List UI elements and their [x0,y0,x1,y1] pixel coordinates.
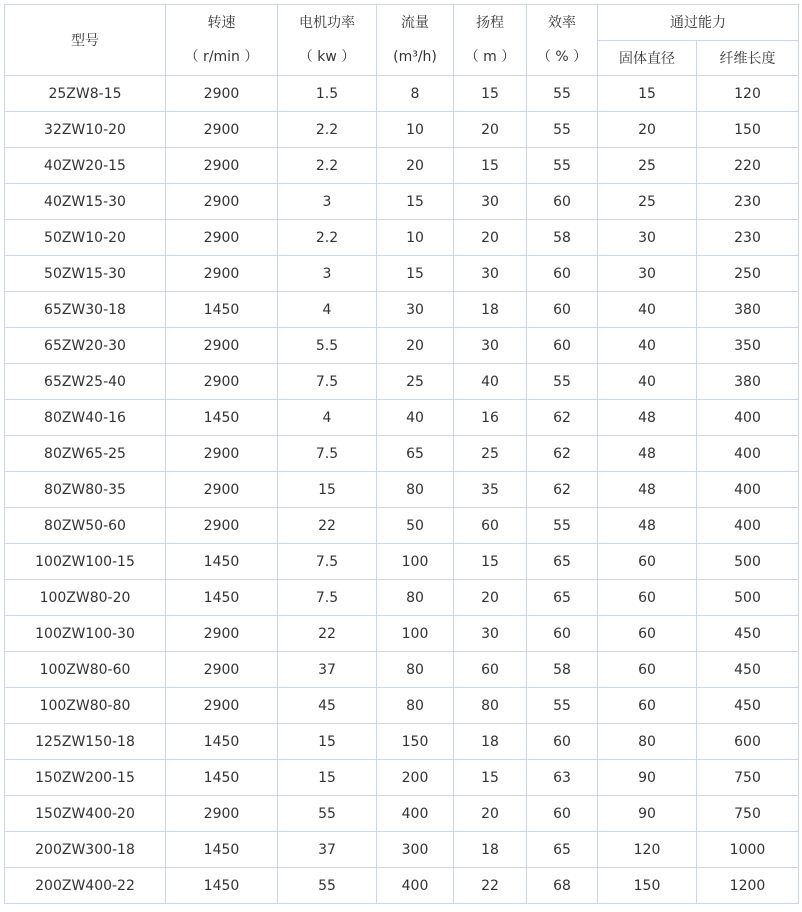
head-cell: 20 [454,580,527,616]
model-cell: 65ZW25-40 [5,364,166,400]
model-cell: 32ZW10-20 [5,112,166,148]
efficiency-cell: 55 [527,112,598,148]
power-cell: 37 [278,832,377,868]
model-cell: 150ZW200-15 [5,760,166,796]
model-cell: 80ZW65-25 [5,436,166,472]
flow-cell: 25 [377,364,454,400]
head-cell: 16 [454,400,527,436]
head-cell: 15 [454,544,527,580]
flow-cell: 15 [377,256,454,292]
power-cell: 7.5 [278,436,377,472]
efficiency-cell: 55 [527,508,598,544]
fiber-length-cell: 400 [697,400,799,436]
flow-cell: 15 [377,184,454,220]
flow-cell: 10 [377,220,454,256]
flow-cell: 50 [377,508,454,544]
efficiency-cell: 55 [527,148,598,184]
model-cell: 40ZW15-30 [5,184,166,220]
fiber-length-cell: 500 [697,580,799,616]
model-cell: 40ZW20-15 [5,148,166,184]
flow-cell: 8 [377,76,454,112]
efficiency-cell: 60 [527,616,598,652]
solid-diameter-cell: 90 [598,760,697,796]
fiber-length-cell: 250 [697,256,799,292]
efficiency-cell: 60 [527,328,598,364]
speed-cell: 2900 [166,616,278,652]
model-cell: 100ZW100-30 [5,616,166,652]
table-row [5,256,799,292]
solid-diameter-cell: 48 [598,508,697,544]
solid-diameter-cell: 25 [598,184,697,220]
efficiency-cell: 60 [527,292,598,328]
head-cell: 35 [454,472,527,508]
flow-cell: 20 [377,148,454,184]
table-row [5,868,799,904]
header-flow [377,5,454,76]
efficiency-cell: 60 [527,256,598,292]
power-cell: 4 [278,400,377,436]
table-row [5,688,799,724]
head-cell: 40 [454,364,527,400]
fiber-length-cell: 600 [697,724,799,760]
efficiency-cell: 58 [527,652,598,688]
efficiency-cell: 68 [527,868,598,904]
fiber-length-cell: 1200 [697,868,799,904]
speed-cell: 2900 [166,688,278,724]
solid-diameter-cell: 25 [598,148,697,184]
flow-cell: 400 [377,868,454,904]
flow-cell: 80 [377,580,454,616]
efficiency-cell: 65 [527,832,598,868]
fiber-length-cell: 220 [697,148,799,184]
model-cell: 100ZW80-60 [5,652,166,688]
efficiency-cell: 62 [527,436,598,472]
fiber-length-cell: 500 [697,544,799,580]
solid-diameter-cell: 48 [598,472,697,508]
solid-diameter-cell: 60 [598,580,697,616]
efficiency-cell: 62 [527,400,598,436]
head-cell: 60 [454,508,527,544]
efficiency-cell: 60 [527,724,598,760]
flow-cell: 10 [377,112,454,148]
solid-diameter-cell: 40 [598,328,697,364]
fiber-length-cell: 400 [697,472,799,508]
header-power [278,5,377,76]
power-cell: 22 [278,616,377,652]
power-cell: 7.5 [278,364,377,400]
model-cell: 200ZW400-22 [5,868,166,904]
power-cell: 5.5 [278,328,377,364]
model-cell: 100ZW100-15 [5,544,166,580]
fiber-length-cell: 450 [697,688,799,724]
head-cell: 18 [454,832,527,868]
power-cell: 2.2 [278,112,377,148]
header-speed-label: 转速 [207,15,236,31]
table-row [5,472,799,508]
efficiency-cell: 62 [527,472,598,508]
speed-cell: 1450 [166,292,278,328]
fiber-length-cell: 120 [697,76,799,112]
flow-cell: 80 [377,472,454,508]
speed-cell: 2900 [166,220,278,256]
efficiency-cell: 65 [527,544,598,580]
model-cell: 100ZW80-80 [5,688,166,724]
flow-cell: 65 [377,436,454,472]
efficiency-cell: 63 [527,760,598,796]
header-head [454,5,527,76]
flow-cell: 100 [377,616,454,652]
flow-cell: 80 [377,688,454,724]
solid-diameter-cell: 48 [598,400,697,436]
table-body [5,76,799,904]
fiber-length-cell: 380 [697,292,799,328]
flow-cell: 100 [377,544,454,580]
flow-cell: 40 [377,400,454,436]
head-cell: 15 [454,76,527,112]
solid-diameter-cell: 60 [598,616,697,652]
power-cell: 7.5 [278,544,377,580]
speed-cell: 1450 [166,724,278,760]
header-efficiency-label: 效率 [548,15,576,31]
fiber-length-cell: 380 [697,364,799,400]
model-cell: 150ZW400-20 [5,796,166,832]
table-row [5,724,799,760]
speed-cell: 2900 [166,112,278,148]
fiber-length-cell: 350 [697,328,799,364]
table-row [5,796,799,832]
header-flow-label: 流量 [401,15,429,31]
speed-cell: 2900 [166,796,278,832]
model-cell: 50ZW10-20 [5,220,166,256]
solid-diameter-cell: 20 [598,112,697,148]
speed-cell: 2900 [166,328,278,364]
flow-cell: 30 [377,292,454,328]
efficiency-cell: 55 [527,688,598,724]
table-row [5,112,799,148]
head-cell: 20 [454,220,527,256]
table-row [5,760,799,796]
speed-cell: 1450 [166,760,278,796]
head-cell: 30 [454,184,527,220]
fiber-length-cell: 230 [697,220,799,256]
speed-cell: 1450 [166,400,278,436]
power-cell: 3 [278,256,377,292]
solid-diameter-cell: 80 [598,724,697,760]
header-power-unit: （ kw ） [298,49,356,65]
efficiency-cell: 65 [527,580,598,616]
header-speed [166,5,278,76]
head-cell: 30 [454,328,527,364]
power-cell: 45 [278,688,377,724]
efficiency-cell: 55 [527,76,598,112]
speed-cell: 2900 [166,364,278,400]
power-cell: 2.2 [278,220,377,256]
table-row [5,544,799,580]
speed-cell: 2900 [166,436,278,472]
solid-diameter-cell: 60 [598,688,697,724]
solid-diameter-cell: 90 [598,796,697,832]
solid-diameter-cell: 48 [598,436,697,472]
speed-cell: 2900 [166,508,278,544]
model-cell: 80ZW80-35 [5,472,166,508]
speed-cell: 2900 [166,256,278,292]
table-row [5,292,799,328]
speed-cell: 2900 [166,652,278,688]
fiber-length-cell: 150 [697,112,799,148]
speed-cell: 2900 [166,148,278,184]
head-cell: 15 [454,760,527,796]
head-cell: 18 [454,724,527,760]
table-row [5,580,799,616]
table-row [5,184,799,220]
table-row [5,364,799,400]
header-capacity: 通过能力 [598,5,799,41]
flow-cell: 200 [377,760,454,796]
power-cell: 7.5 [278,580,377,616]
table-row [5,652,799,688]
header-efficiency [527,5,598,76]
efficiency-cell: 60 [527,796,598,832]
header-flow-unit: (m³/h) [393,49,437,65]
header-efficiency-unit: （ % ） [536,49,588,65]
power-cell: 37 [278,652,377,688]
power-cell: 3 [278,184,377,220]
fiber-length-cell: 750 [697,796,799,832]
pump-spec-table [4,4,799,904]
header-fiber-length: 纤维长度 [697,40,799,76]
speed-cell: 1450 [166,868,278,904]
model-cell: 80ZW40-16 [5,400,166,436]
solid-diameter-cell: 120 [598,832,697,868]
solid-diameter-cell: 40 [598,364,697,400]
solid-diameter-cell: 60 [598,652,697,688]
speed-cell: 2900 [166,184,278,220]
fiber-length-cell: 750 [697,760,799,796]
header-model: 型号 [5,5,166,76]
head-cell: 20 [454,796,527,832]
fiber-length-cell: 450 [697,652,799,688]
header-head-unit: （ m ） [464,49,516,65]
model-cell: 65ZW20-30 [5,328,166,364]
table-row [5,616,799,652]
power-cell: 1.5 [278,76,377,112]
model-cell: 200ZW300-18 [5,832,166,868]
model-cell: 80ZW50-60 [5,508,166,544]
efficiency-cell: 58 [527,220,598,256]
head-cell: 25 [454,436,527,472]
solid-diameter-cell: 30 [598,220,697,256]
flow-cell: 80 [377,652,454,688]
efficiency-cell: 55 [527,364,598,400]
head-cell: 22 [454,868,527,904]
flow-cell: 150 [377,724,454,760]
head-cell: 18 [454,292,527,328]
power-cell: 55 [278,796,377,832]
solid-diameter-cell: 150 [598,868,697,904]
model-cell: 25ZW8-15 [5,76,166,112]
fiber-length-cell: 400 [697,508,799,544]
fiber-length-cell: 450 [697,616,799,652]
power-cell: 2.2 [278,148,377,184]
header-power-label: 电机功率 [299,15,355,31]
header-solid-diameter: 固体直径 [598,40,697,76]
header-head-label: 扬程 [476,15,504,31]
model-cell: 100ZW80-20 [5,580,166,616]
header-speed-unit: （ r/min ） [184,49,259,65]
power-cell: 15 [278,760,377,796]
table-row [5,400,799,436]
solid-diameter-cell: 60 [598,544,697,580]
head-cell: 15 [454,148,527,184]
flow-cell: 300 [377,832,454,868]
flow-cell: 20 [377,328,454,364]
power-cell: 15 [278,724,377,760]
speed-cell: 1450 [166,580,278,616]
table-row [5,508,799,544]
head-cell: 80 [454,688,527,724]
power-cell: 4 [278,292,377,328]
fiber-length-cell: 230 [697,184,799,220]
solid-diameter-cell: 30 [598,256,697,292]
head-cell: 20 [454,112,527,148]
model-cell: 65ZW30-18 [5,292,166,328]
speed-cell: 2900 [166,472,278,508]
table-row [5,220,799,256]
solid-diameter-cell: 15 [598,76,697,112]
model-cell: 125ZW150-18 [5,724,166,760]
table-row [5,148,799,184]
table-row [5,436,799,472]
table-row [5,832,799,868]
power-cell: 15 [278,472,377,508]
fiber-length-cell: 1000 [697,832,799,868]
speed-cell: 1450 [166,544,278,580]
table-row [5,328,799,364]
solid-diameter-cell: 40 [598,292,697,328]
head-cell: 30 [454,616,527,652]
speed-cell: 1450 [166,832,278,868]
speed-cell: 2900 [166,76,278,112]
efficiency-cell: 60 [527,184,598,220]
power-cell: 55 [278,868,377,904]
table-row [5,76,799,112]
head-cell: 30 [454,256,527,292]
head-cell: 60 [454,652,527,688]
power-cell: 22 [278,508,377,544]
flow-cell: 400 [377,796,454,832]
fiber-length-cell: 400 [697,436,799,472]
model-cell: 50ZW15-30 [5,256,166,292]
